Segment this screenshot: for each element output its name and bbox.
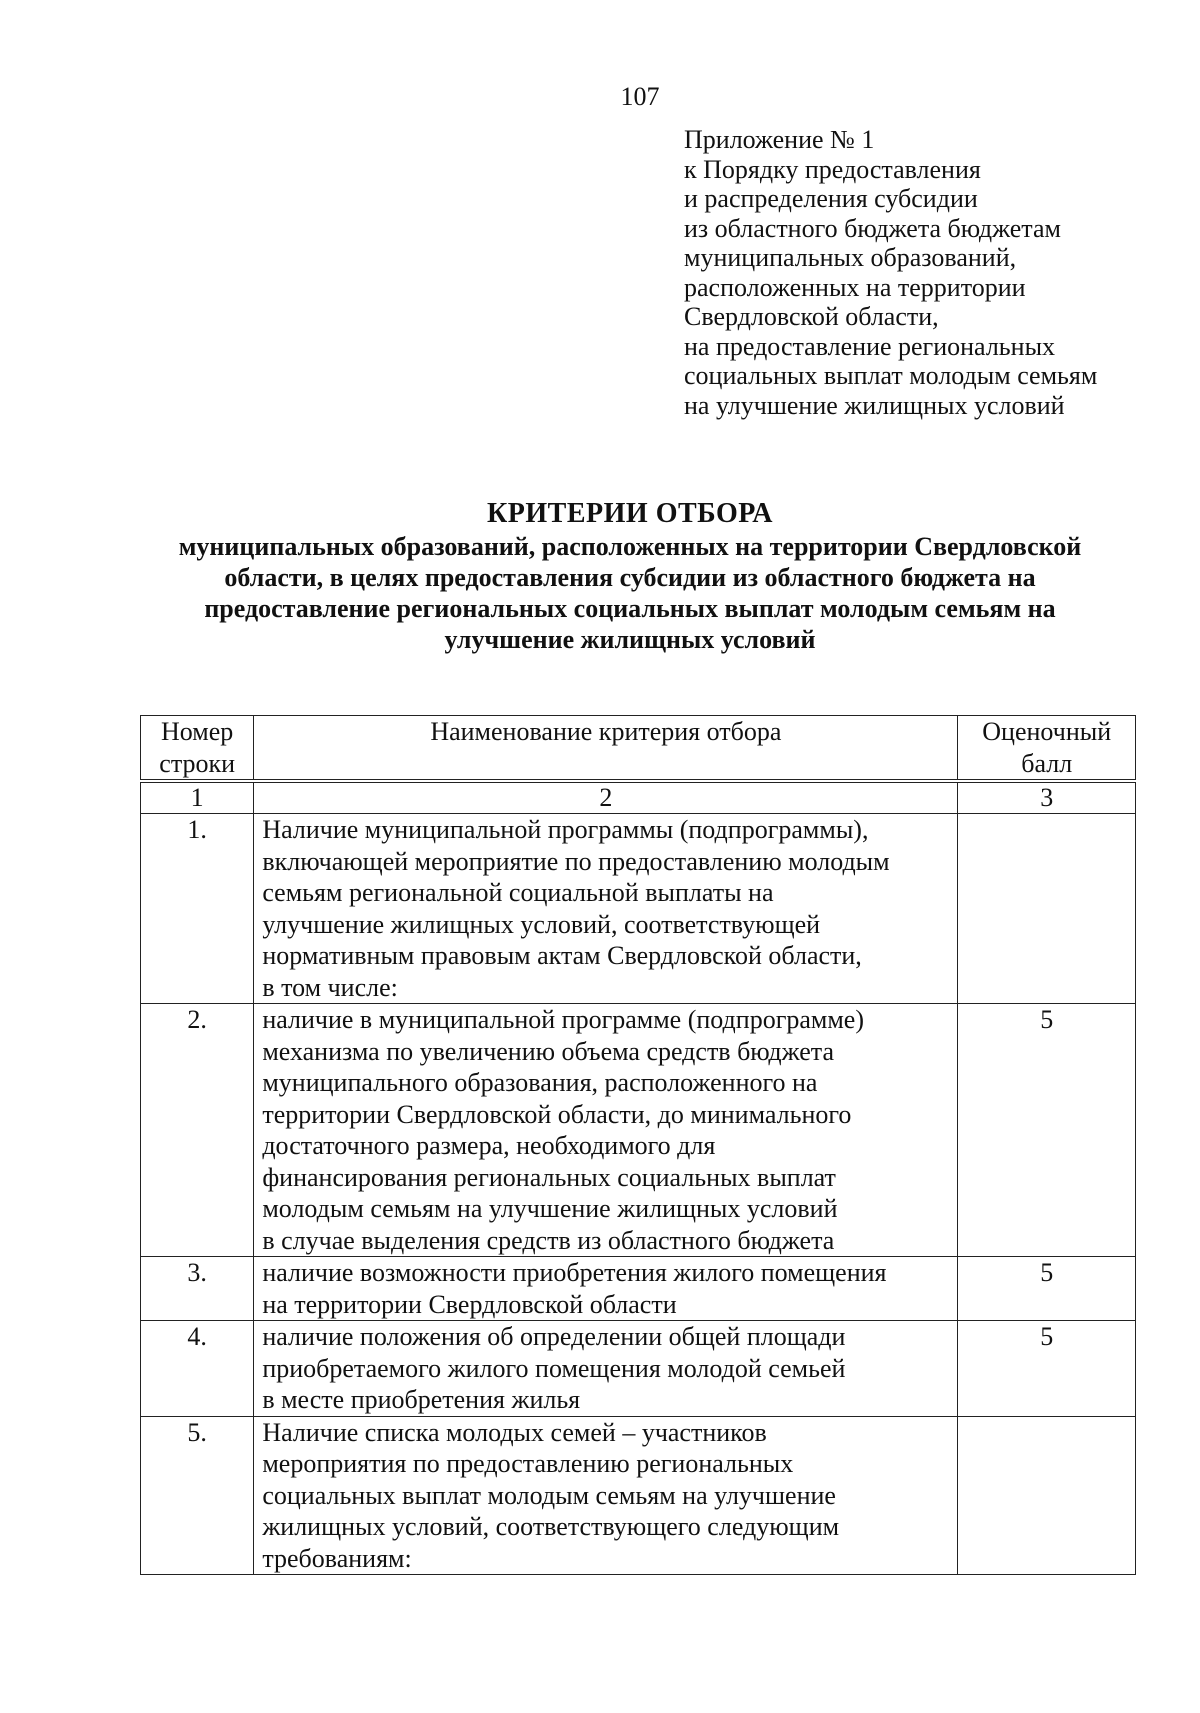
table-row [141, 1257, 1136, 1321]
row-number: 4. [141, 1321, 254, 1417]
criterion-text [254, 1257, 958, 1321]
criterion-line: включающей мероприятие по предоставлению молодым [262, 846, 890, 876]
score: 5 [958, 1257, 1136, 1321]
criterion-line: финансирования региональных социальных выплат [262, 1162, 836, 1192]
criterion-line: жилищных условий, соответствующего следующим [262, 1512, 840, 1541]
header-text: балл [1021, 748, 1073, 778]
criterion-text [254, 814, 958, 1004]
criterion-line: семьям региональной социальной выплаты на [262, 878, 774, 907]
score [958, 814, 1136, 1004]
criterion-line: социальных выплат молодым семьям на улучшение [262, 1480, 836, 1510]
title-main: КРИТЕРИИ ОТБОРА [487, 498, 773, 529]
appendix-line: и распределения субсидии [684, 184, 978, 213]
column-number-row [141, 781, 1136, 814]
criterion-line: в месте приобретения жилья [262, 1385, 581, 1414]
criterion-line: муниципального образования, расположенного на [262, 1068, 818, 1097]
criterion-line: на территории Свердловской области [262, 1289, 677, 1319]
header-text: Наименование критерия отбора [430, 717, 782, 746]
score: 5 [958, 1004, 1136, 1257]
appendix-header [684, 125, 1194, 420]
score [958, 1416, 1136, 1575]
header-text: строки [159, 748, 236, 778]
header-score [958, 716, 1136, 782]
criterion-line: в том числе: [262, 972, 398, 1002]
criterion-text [254, 1416, 958, 1575]
title-sub-line: муниципальных образований, расположенных на территории Свердловской [178, 532, 1082, 561]
title-subtitle [130, 531, 1130, 655]
criterion-line: наличие положения об определении общей площади [262, 1322, 846, 1351]
header-criterion-name [254, 716, 958, 782]
criterion-line: приобретаемого жилого помещения молодой семьей [262, 1353, 846, 1383]
appendix-line: на предоставление региональных [684, 331, 1056, 361]
criterion-line: нормативным правовым актам Свердловской области, [262, 941, 862, 970]
column-number: 2 [254, 781, 958, 814]
criterion-text [254, 1321, 958, 1417]
criterion-line: Наличие муниципальной программы (подпрограммы), [262, 815, 869, 844]
table-row [141, 1004, 1136, 1257]
criterion-line: достаточного размера, необходимого для [262, 1131, 716, 1160]
appendix-line: из областного бюджета бюджетам [684, 213, 1061, 243]
criterion-line: улучшение жилищных условий, соответствующей [262, 909, 821, 939]
criterion-line: молодым семьям на улучшение жилищных условий [262, 1194, 838, 1223]
title-sub-line: области, в целях предоставления субсидии из областного бюджета на [224, 563, 1036, 592]
criterion-line: территории Свердловской области, до минимального [262, 1099, 852, 1129]
table-row [141, 1416, 1136, 1575]
row-number: 5. [141, 1416, 254, 1575]
criterion-line: Наличие списка молодых семей – участников [262, 1417, 767, 1447]
appendix-line: расположенных на территории [684, 272, 1026, 302]
criterion-line: механизма по увеличению объема средств бюджета [262, 1036, 835, 1066]
criterion-line: наличие возможности приобретения жилого помещения [262, 1258, 887, 1287]
page-number: 107 [620, 82, 660, 111]
title-sub-line: предоставление региональных социальных выплат молодым семьям на [204, 594, 1056, 623]
criteria-table [140, 715, 1136, 1575]
criterion-line: мероприятия по предоставлению региональных [262, 1449, 794, 1478]
criterion-text [254, 1004, 958, 1257]
row-number: 3. [141, 1257, 254, 1321]
column-number: 3 [958, 781, 1136, 814]
row-number: 1. [141, 814, 254, 1004]
title-sub-line: улучшение жилищных условий [444, 625, 816, 654]
criterion-line: в случае выделения средств из областного бюджета [262, 1225, 835, 1255]
appendix-line: социальных выплат молодым семьям [684, 361, 1098, 390]
table-row [141, 814, 1136, 1004]
table-row [141, 1321, 1136, 1417]
column-number: 1 [141, 781, 254, 814]
document-title [130, 497, 1130, 655]
appendix-line: Приложение № 1 [684, 125, 875, 154]
appendix-line: к Порядку предоставления [684, 154, 981, 184]
table-header-row [141, 716, 1136, 782]
header-text: Номер [161, 717, 234, 746]
appendix-line: на улучшение жилищных условий [684, 390, 1065, 420]
appendix-line: Свердловской области, [684, 302, 939, 331]
header-row-number [141, 716, 254, 782]
header-text: Оценочный [982, 717, 1112, 746]
criterion-line: наличие в муниципальной программе (подпрограмме) [262, 1005, 864, 1034]
criterion-line: требованиям: [262, 1543, 412, 1573]
row-number: 2. [141, 1004, 254, 1257]
appendix-line: муниципальных образований, [684, 243, 1017, 272]
score: 5 [958, 1321, 1136, 1417]
